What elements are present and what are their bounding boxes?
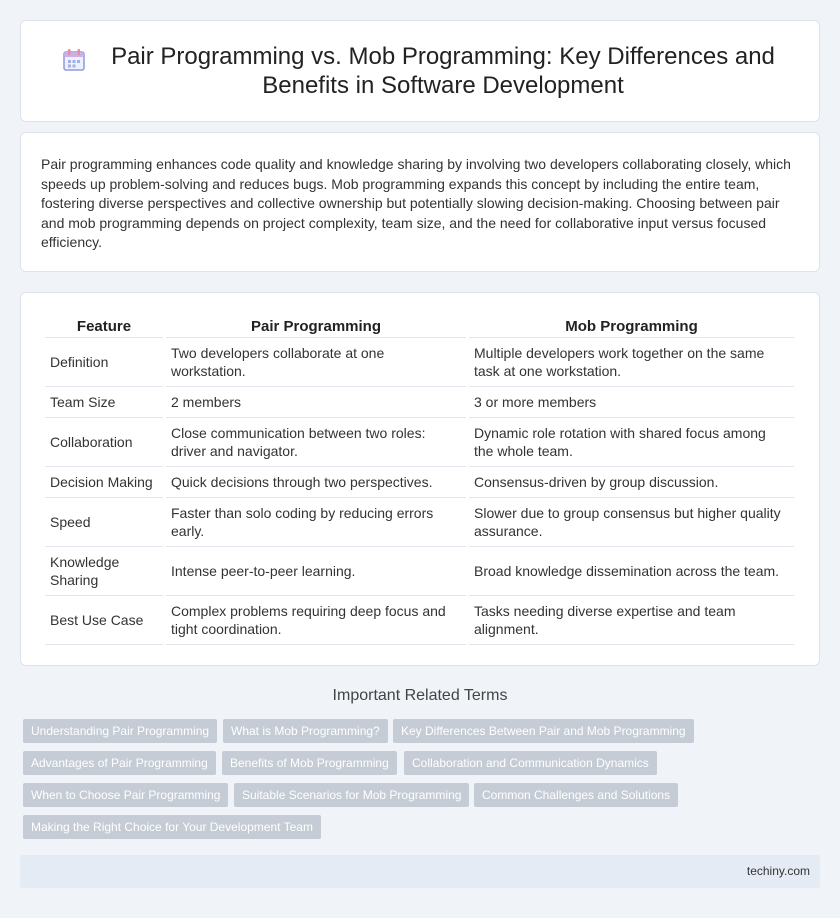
feature-cell: Best Use Case: [45, 596, 163, 645]
pair-cell: Intense peer-to-peer learning.: [166, 547, 466, 596]
table-row: [45, 338, 794, 387]
feature-cell: Decision Making: [45, 467, 163, 498]
related-term-tag[interactable]: Collaboration and Communication Dynamics: [404, 751, 657, 775]
mob-cell: Broad knowledge dissemination across the team.: [469, 547, 794, 596]
related-term-tag[interactable]: Advantages of Pair Programming: [23, 751, 216, 775]
pair-cell: Two developers collaborate at one workstation.: [166, 338, 466, 387]
comparison-table: [42, 315, 797, 645]
table-row: [45, 498, 794, 547]
intro-paragraph: Pair programming enhances code quality and knowledge sharing by involving two developers collaborating closely, which speeds up problem-solving and reduces bugs. Mob programming expands this concept by including the entire team, fostering diverse perspectives and collective ownership but potentially slowing decision-making. Choosing between pair and mob programming depends on project complexity, team size, and the need for collaborative input versus focused efficiency.: [41, 156, 791, 250]
mob-cell: 3 or more members: [469, 387, 794, 418]
related-term-tag[interactable]: Understanding Pair Programming: [23, 719, 217, 743]
table-row: [45, 547, 794, 596]
related-term-tag[interactable]: Suitable Scenarios for Mob Programming: [234, 783, 469, 807]
related-term-tag[interactable]: What is Mob Programming?: [223, 719, 388, 743]
mob-cell: Consensus-driven by group discussion.: [469, 467, 794, 498]
pair-cell: 2 members: [166, 387, 466, 418]
related-term-tag[interactable]: Benefits of Mob Programming: [222, 751, 397, 775]
column-header-mob: Mob Programming: [469, 315, 794, 338]
feature-cell: Collaboration: [45, 418, 163, 467]
column-header-feature: Feature: [45, 315, 163, 338]
footer-site-link[interactable]: techiny.com: [746, 864, 810, 878]
related-term-tag[interactable]: Key Differences Between Pair and Mob Programming: [393, 719, 694, 743]
related-term-tag[interactable]: Common Challenges and Solutions: [474, 783, 678, 807]
mob-cell: Tasks needing diverse expertise and team alignment.: [469, 596, 794, 645]
table-row: [45, 418, 794, 467]
mob-cell: Multiple developers work together on the same task at one workstation.: [469, 338, 794, 387]
footer-bar: [20, 855, 820, 888]
table-row: [45, 467, 794, 498]
feature-cell: Knowledge Sharing: [45, 547, 163, 596]
table-header-row: [45, 315, 794, 338]
column-header-pair: Pair Programming: [166, 315, 466, 338]
mob-cell: Slower due to group consensus but higher quality assurance.: [469, 498, 794, 547]
feature-cell: Team Size: [45, 387, 163, 418]
pair-cell: Complex problems requiring deep focus and tight coordination.: [166, 596, 466, 645]
pair-cell: Close communication between two roles: driver and navigator.: [166, 418, 466, 467]
feature-cell: Definition: [45, 338, 163, 387]
table-row: [45, 387, 794, 418]
related-term-tag[interactable]: Making the Right Choice for Your Development Team: [23, 815, 321, 839]
pair-cell: Quick decisions through two perspectives.: [166, 467, 466, 498]
table-row: [45, 596, 794, 645]
related-term-tag[interactable]: When to Choose Pair Programming: [23, 783, 228, 807]
feature-cell: Speed: [45, 498, 163, 547]
header-card: [20, 20, 820, 122]
calendar-icon: [61, 47, 87, 73]
intro-card: [20, 132, 820, 272]
comparison-card: [20, 292, 820, 666]
pair-cell: Faster than solo coding by reducing errors early.: [166, 498, 466, 547]
related-terms-title: Important Related Terms: [332, 687, 508, 704]
mob-cell: Dynamic role rotation with shared focus among the whole team.: [469, 418, 794, 467]
page-title: Pair Programming vs. Mob Programming: Key Differences and Benefits in Software Development: [111, 43, 775, 99]
